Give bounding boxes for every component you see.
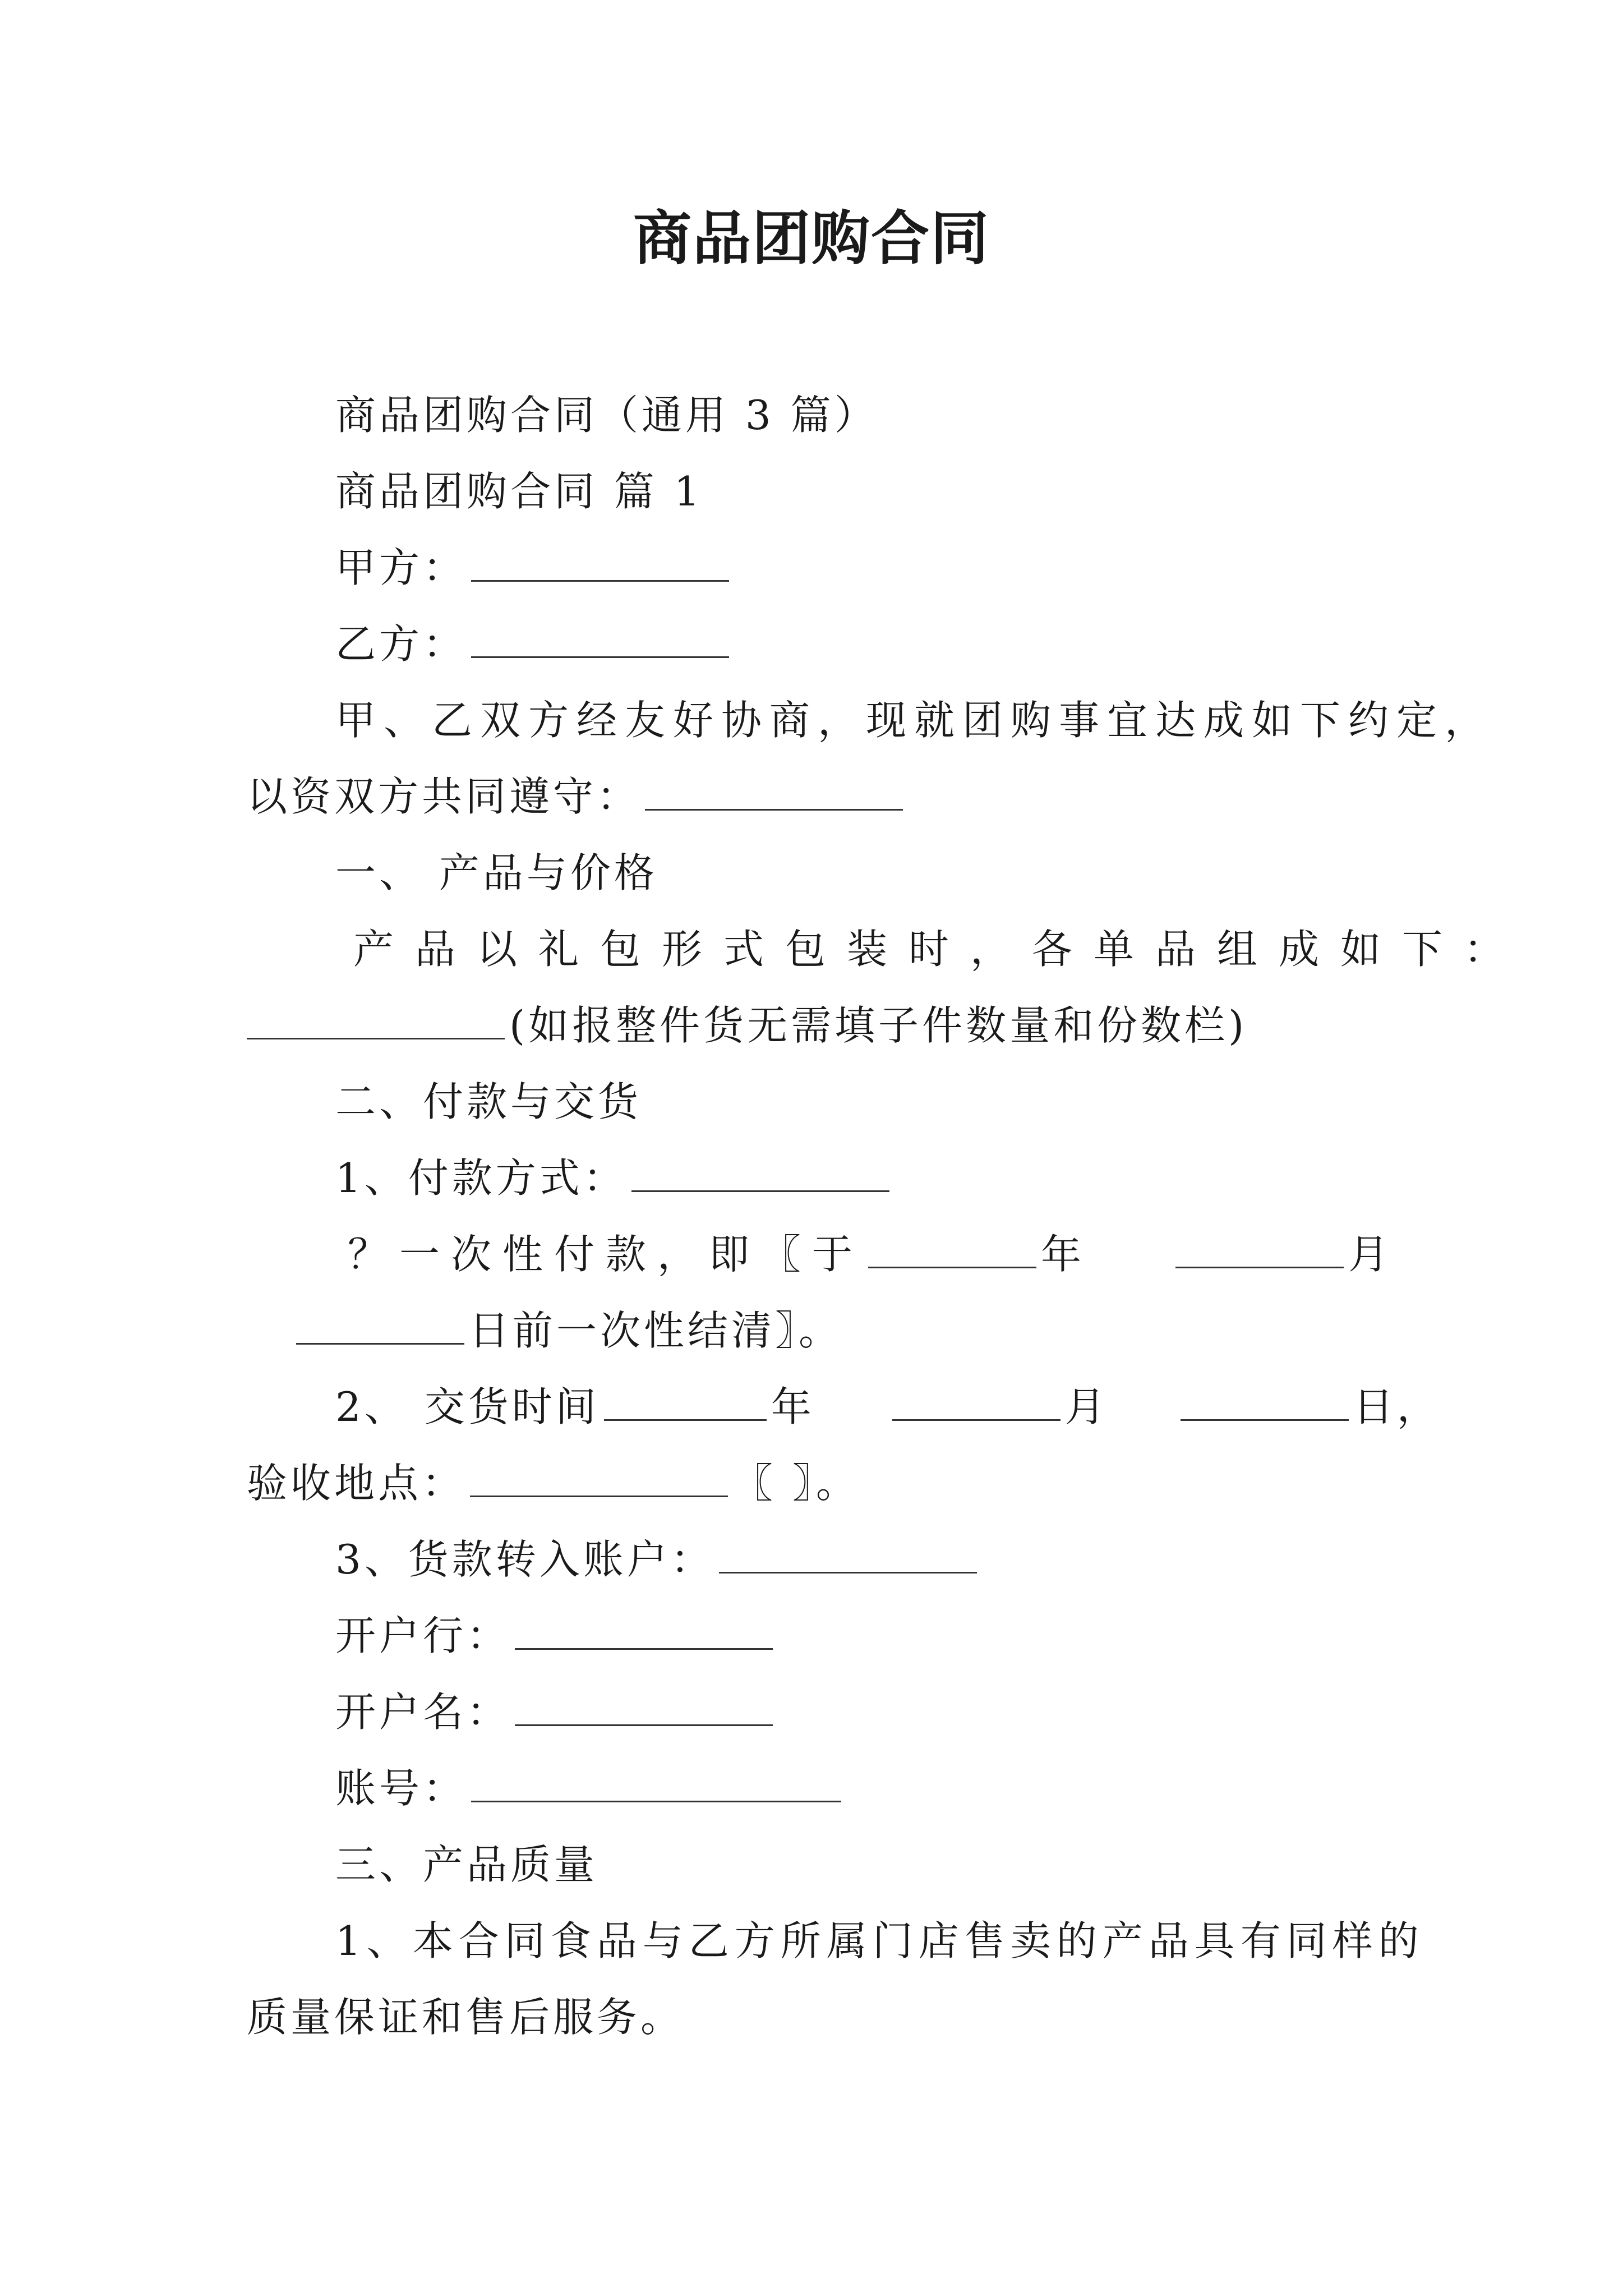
delivery-prefix: 2、 交货时间 bbox=[335, 1383, 600, 1430]
party-a-blank[interactable] bbox=[471, 543, 729, 582]
account-name-blank[interactable] bbox=[515, 1687, 773, 1726]
account-no-label: 账号： bbox=[335, 1765, 467, 1812]
quality-line-1: 1、本合同食品与乙方所属门店售卖的产品具有同样的 bbox=[335, 1917, 1424, 1964]
part-heading: 商品团购合同 篇 1 bbox=[335, 468, 703, 515]
payment-method-label: 1、付款方式： bbox=[335, 1154, 627, 1202]
bank-row bbox=[335, 1608, 777, 1664]
account-name-row bbox=[335, 1684, 777, 1740]
account-blank[interactable] bbox=[719, 1535, 977, 1573]
account-no-blank[interactable] bbox=[471, 1764, 841, 1802]
party-a-label: 甲方： bbox=[335, 544, 467, 591]
lump-sum-year-blank[interactable] bbox=[868, 1230, 1036, 1268]
section-3-heading: 三、产品质量 bbox=[335, 1841, 598, 1888]
quality-line-2: 质量保证和售后服务。 bbox=[247, 1994, 685, 2041]
gift-pack-line-1: 产品以礼包形式包装时，各单品组成如下： bbox=[353, 926, 1526, 973]
intro-line-2-row bbox=[247, 769, 907, 825]
document-title: 商品团购合同 bbox=[633, 204, 990, 273]
intro-line-2: 以资双方共同遵守： bbox=[247, 773, 641, 820]
section-2-heading: 二、付款与交货 bbox=[335, 1078, 642, 1125]
delivery-year-blank[interactable] bbox=[604, 1382, 767, 1421]
account-name-label: 开户名： bbox=[335, 1688, 511, 1736]
bank-label: 开户行： bbox=[335, 1612, 511, 1659]
bank-blank[interactable] bbox=[515, 1611, 773, 1650]
party-b-blank[interactable] bbox=[471, 619, 729, 658]
lump-sum-day-row bbox=[292, 1303, 842, 1359]
party-b-row bbox=[335, 616, 734, 672]
lump-sum-month-char: 月 bbox=[1348, 1231, 1400, 1278]
delivery-row bbox=[335, 1379, 1441, 1435]
lump-sum-year-char: 年 bbox=[1041, 1231, 1093, 1278]
inspection-bracket: 〖 〗。 bbox=[732, 1460, 860, 1507]
inspection-blank[interactable] bbox=[470, 1458, 728, 1497]
subtitle: 商品团购合同（通用 3 篇） bbox=[335, 392, 878, 439]
payment-method-row bbox=[335, 1150, 894, 1206]
payment-method-blank[interactable] bbox=[631, 1153, 889, 1192]
account-label: 3、货款转入账户： bbox=[335, 1536, 714, 1583]
gift-pack-line-2: (如报整件货无需填子件数量和份数栏) bbox=[509, 1002, 1248, 1049]
delivery-day-comma: 日， bbox=[1353, 1383, 1441, 1430]
lump-sum-suffix: 日前一次性结清〗。 bbox=[469, 1307, 843, 1354]
gift-pack-line-2-row bbox=[247, 997, 1247, 1053]
delivery-month-char: 月 bbox=[1064, 1383, 1109, 1430]
account-row bbox=[335, 1531, 981, 1588]
intro-line-1: 甲、乙双方经友好协商，现就团购事宜达成如下约定， bbox=[335, 697, 1493, 744]
lump-sum-prefix: ？一次性付款，即〖于 bbox=[348, 1231, 864, 1278]
inspection-label: 验收地点： bbox=[247, 1460, 466, 1507]
delivery-year-char: 年 bbox=[771, 1383, 815, 1430]
lump-sum-row bbox=[348, 1226, 1400, 1282]
section-1-heading: 一、 产品与价格 bbox=[335, 849, 658, 896]
account-no-row bbox=[335, 1760, 846, 1816]
party-b-label: 乙方： bbox=[335, 620, 467, 668]
delivery-day-blank[interactable] bbox=[1181, 1382, 1349, 1421]
intro-blank[interactable] bbox=[645, 772, 903, 811]
delivery-month-blank[interactable] bbox=[892, 1382, 1061, 1421]
party-a-row bbox=[335, 540, 734, 596]
lump-sum-month-blank[interactable] bbox=[1175, 1230, 1344, 1268]
gift-pack-blank[interactable] bbox=[247, 1001, 505, 1039]
lump-sum-day-blank[interactable] bbox=[296, 1306, 464, 1345]
inspection-row bbox=[247, 1455, 860, 1511]
